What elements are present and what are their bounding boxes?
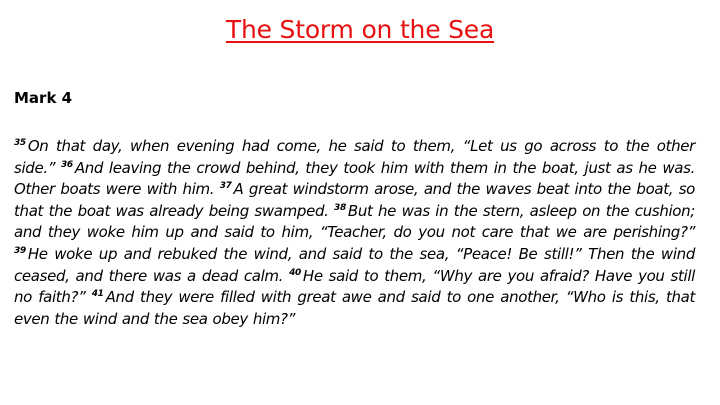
verse-text: On that day, when evening had come, he said to them, “Let us go across to the other side.”: [14, 137, 695, 177]
verse-number: 41: [91, 289, 104, 300]
verse-number: 37: [219, 181, 232, 192]
verse-text: But he was in the stern, asleep on the cushion; and they woke him up and said to him, “Teacher, do you not care that we are perishing?”: [14, 201, 695, 242]
verse-text: A great windstorm arose, and the waves beat into the boat, so that the boat was already being swamped.: [14, 180, 695, 220]
verse-number: 35: [14, 138, 26, 148]
verse-text: He said to them, “Why are you afraid? Have you still no faith?”: [14, 266, 695, 307]
verse-text: And they were filled with great awe and said to one another, “Who is this, that even the wind and the sea obey him?”: [14, 288, 696, 328]
scripture-passage: [14, 136, 695, 330]
verse-number: 39: [14, 245, 26, 256]
slide-title: The Storm on the Sea: [225, 15, 495, 44]
verse-text: And leaving the crowd behind, they took him with them in the boat, just as he was. Other boats were with him.: [14, 158, 696, 199]
verse-number: 38: [334, 202, 346, 213]
verse-number: 36: [61, 159, 73, 170]
verse-text: He woke up and rebuked the wind, and said to the sea, “Peace! Be still!” Then the wind ceased, and there was a dead calm.: [14, 244, 695, 285]
verse: [14, 288, 695, 328]
passage-heading: Mark 4: [14, 89, 73, 107]
verse-number: 40: [289, 267, 301, 278]
